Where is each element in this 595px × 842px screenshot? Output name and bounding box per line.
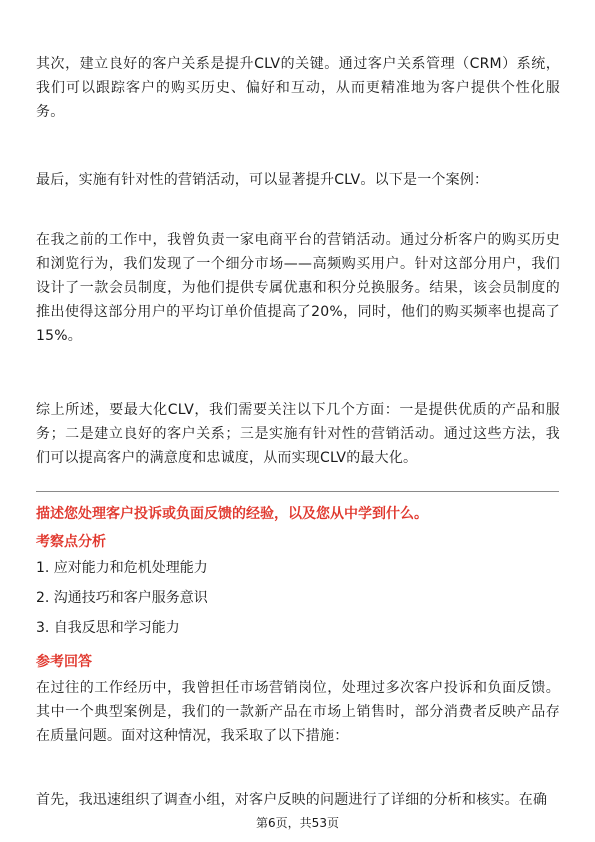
- analysis-item: 2. 沟通技巧和客户服务意识: [36, 590, 208, 606]
- paragraph-case-study: 在我之前的工作中，我曾负责一家电商平台的营销活动。通过分析客户的购买历史和浏览行为，我们发现了一个细分市场——高频购买用户。针对这部分用户，我们设计了一款会员制度，为他们提供专属优惠和积分兑换服务。结果，该会员制度的推出使得这部分用户的平均订单价值提高了20%，同时，他们的购买频率也提高了15%。: [36, 232, 560, 344]
- analysis-item: 3. 自我反思和学习能力: [36, 620, 180, 636]
- section-divider: [36, 491, 559, 492]
- paragraph-marketing-intro: 最后，实施有针对性的营销活动，可以显著提升CLV。以下是一个案例：: [36, 172, 489, 188]
- interview-question: 描述您处理客户投诉或负面反馈的经验，以及您从中学到什么。: [36, 506, 428, 522]
- paragraph-crm: 其次，建立良好的客户关系是提升CLV的关键。通过客户关系管理（CRM）系统，我们可以跟踪客户的购买历史、偏好和互动，从而更精准地为客户提供个性化服务。: [36, 56, 560, 120]
- analysis-heading: 考察点分析: [36, 534, 106, 550]
- answer-paragraph-first-step: 首先，我迅速组织了调查小组，对客户反映的问题进行了详细的分析和核实。在确: [36, 792, 548, 808]
- analysis-item: 1. 应对能力和危机处理能力: [36, 560, 208, 576]
- page-footer: 第6页，共53页: [256, 816, 339, 830]
- paragraph-summary: 综上所述，要最大化CLV，我们需要关注以下几个方面：一是提供优质的产品和服务；二是建立良好的客户关系；三是实施有针对性的营销活动。通过这些方法，我们可以提高客户的满意度和忠诚度，从而实现CLV的最大化。: [36, 402, 560, 466]
- answer-heading: 参考回答: [36, 654, 92, 670]
- answer-paragraph-intro: 在过往的工作经历中，我曾担任市场营销岗位，处理过多次客户投诉和负面反馈。其中一个典型案例是，我们的一款新产品在市场上销售时，部分消费者反映产品存在质量问题。面对这种情况，我采取了以下措施：: [36, 680, 560, 744]
